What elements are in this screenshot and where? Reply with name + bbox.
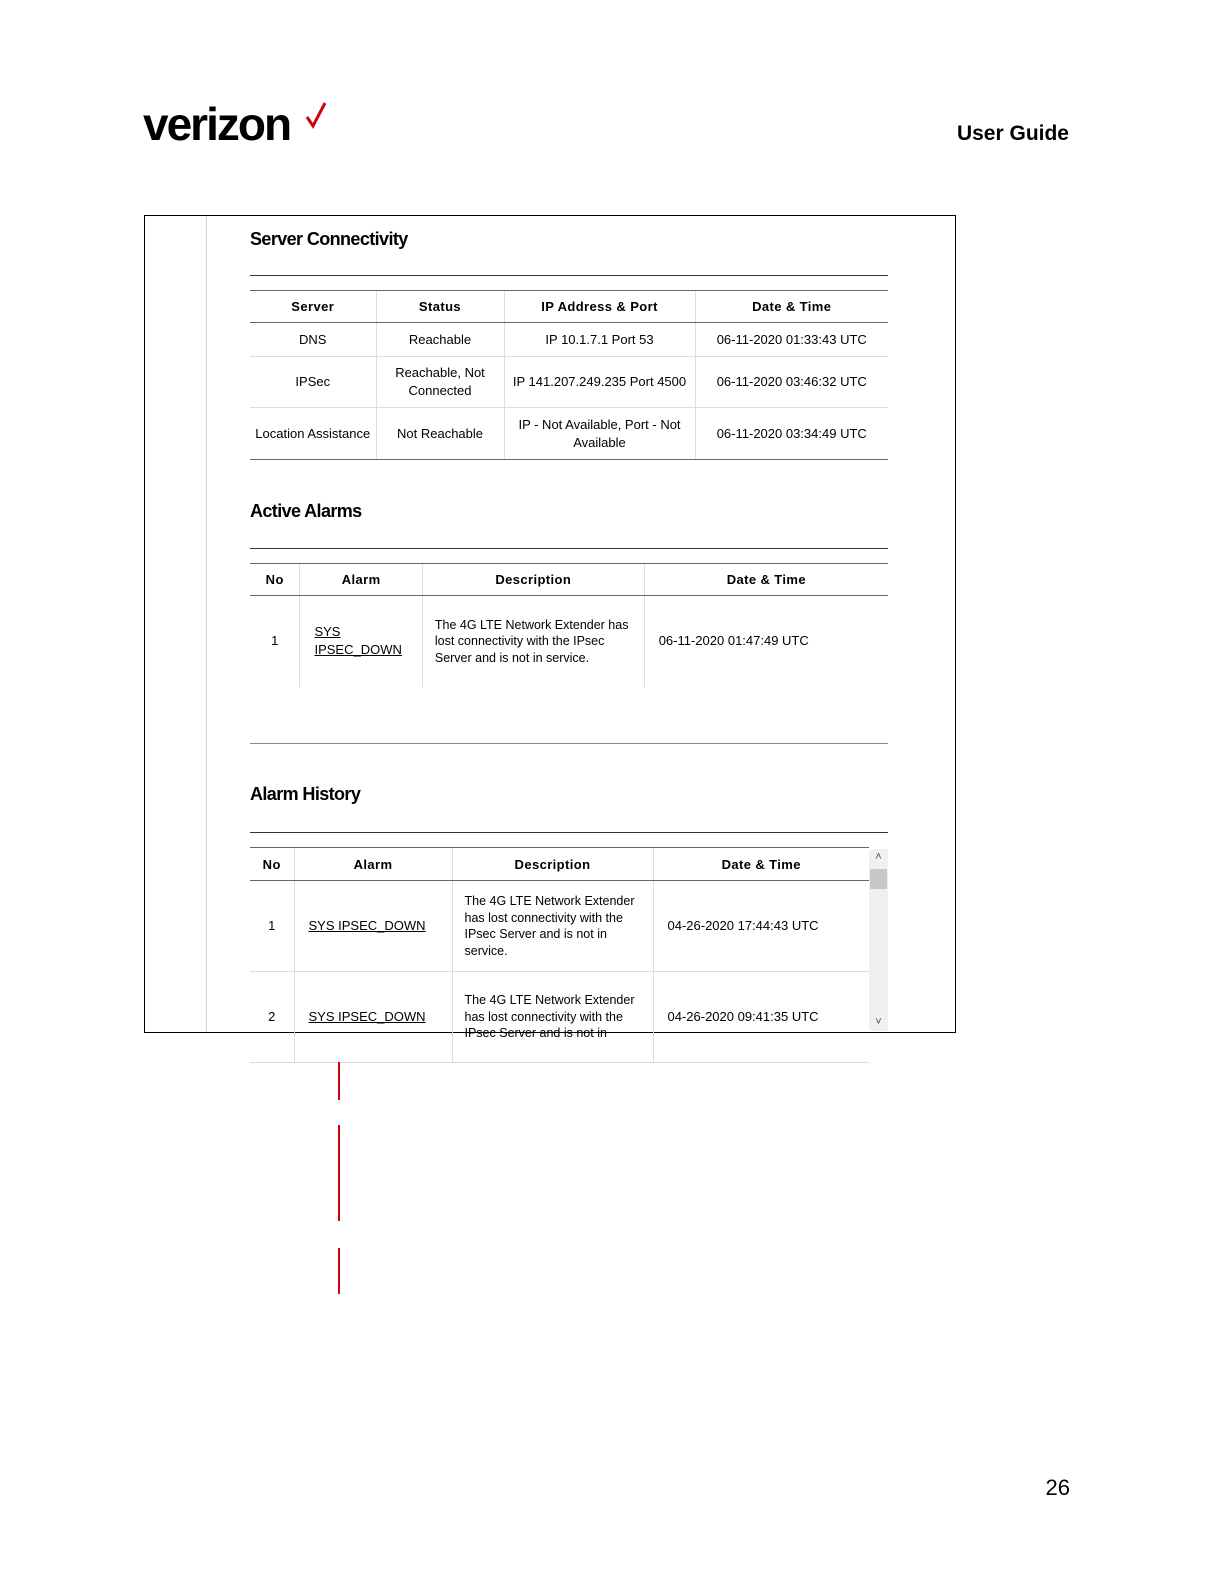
ip-cell: IP 10.1.7.1 Port 53 — [504, 323, 695, 357]
column-header: Alarm — [294, 848, 452, 881]
datetime-cell: 06-11-2020 03:34:49 UTC — [695, 408, 888, 460]
table-row — [250, 972, 869, 1063]
table-header-row — [250, 848, 869, 881]
table-header-row — [250, 564, 888, 596]
alarm-history-title: Alarm History — [250, 784, 361, 804]
column-header: Date & Time — [644, 564, 888, 596]
number-cell: 1 — [271, 633, 279, 649]
section-rule — [250, 275, 888, 276]
column-header: Alarm — [300, 564, 422, 596]
section-rule — [250, 832, 888, 833]
ip-cell: IP - Not Available, Port - Not Available — [504, 408, 695, 460]
column-header: No — [250, 848, 294, 881]
column-header: Date & Time — [653, 848, 869, 881]
column-header: Status — [376, 291, 504, 323]
table-row — [250, 357, 888, 408]
alarm-link[interactable]: SYS IPSEC_DOWN — [294, 972, 452, 1063]
number-cell: 1 — [250, 881, 294, 972]
server-connectivity-title: Server Connectivity — [250, 229, 408, 249]
alarm-link[interactable]: SYS IPSEC_DOWN — [300, 596, 422, 687]
status-screenshot — [144, 215, 956, 1041]
column-header: IP Address & Port — [504, 291, 695, 323]
column-header: Server — [250, 291, 376, 323]
description-cell: The 4G LTE Network Extender has lost connectivity with the IPsec Server and is not in service. — [452, 881, 653, 972]
server-cell: IPSec — [250, 357, 376, 408]
status-cell: Not Reachable — [376, 408, 504, 460]
verizon-logo — [143, 96, 290, 152]
server-cell: Location Assistance — [250, 408, 376, 460]
scrollbar-thumb[interactable] — [870, 869, 887, 889]
datetime-cell: 06-11-2020 01:47:49 UTC — [644, 596, 888, 687]
number-cell: 2 — [250, 972, 294, 1063]
ip-cell: IP 141.207.249.235 Port 4500 — [504, 357, 695, 408]
table-row — [250, 408, 888, 460]
column-header: Description — [422, 564, 644, 596]
alarm-history-table — [250, 847, 869, 1063]
active-alarms-title: Active Alarms — [250, 501, 362, 521]
alarm-history-scrollbar[interactable] — [869, 849, 888, 1031]
scroll-up-icon[interactable]: ˄ — [875, 851, 882, 863]
datetime-cell: 06-11-2020 03:46:32 UTC — [695, 357, 888, 408]
margin-accent-bar — [338, 1248, 340, 1294]
margin-accent-bar — [338, 1062, 340, 1100]
gutter-divider — [206, 216, 207, 1032]
section-rule — [250, 548, 888, 549]
datetime-cell: 04-26-2020 09:41:35 UTC — [653, 972, 869, 1063]
status-cell: Reachable — [376, 323, 504, 357]
datetime-cell: 06-11-2020 01:33:43 UTC — [695, 323, 888, 357]
page-number: 26 — [1045, 1475, 1070, 1500]
table-row — [250, 596, 888, 687]
scroll-down-icon[interactable]: ˅ — [875, 1016, 882, 1028]
status-cell: Reachable, Not Connected — [376, 357, 504, 408]
active-alarms-table — [250, 563, 888, 687]
section-rule — [250, 743, 888, 744]
margin-accent-bar — [338, 1125, 340, 1221]
column-header: Description — [452, 848, 653, 881]
table-row — [250, 881, 869, 972]
description-cell: The 4G LTE Network Extender has lost connectivity with the IPsec Server and is not in service. — [422, 596, 644, 687]
column-header: Date & Time — [695, 291, 888, 323]
doc-title: User Guide — [956, 122, 1069, 145]
checkmark-icon — [305, 101, 327, 129]
datetime-cell: 04-26-2020 17:44:43 UTC — [653, 881, 869, 972]
description-cell: The 4G LTE Network Extender has lost connectivity with the IPsec Server and is not in — [452, 972, 653, 1063]
logo-wordmark: verizon — [143, 98, 291, 150]
table-header-row — [250, 291, 888, 323]
server-connectivity-table — [250, 290, 888, 460]
table-row — [250, 323, 888, 357]
column-header: No — [250, 564, 300, 596]
alarm-link[interactable]: SYS IPSEC_DOWN — [294, 881, 452, 972]
server-cell: DNS — [250, 323, 376, 357]
